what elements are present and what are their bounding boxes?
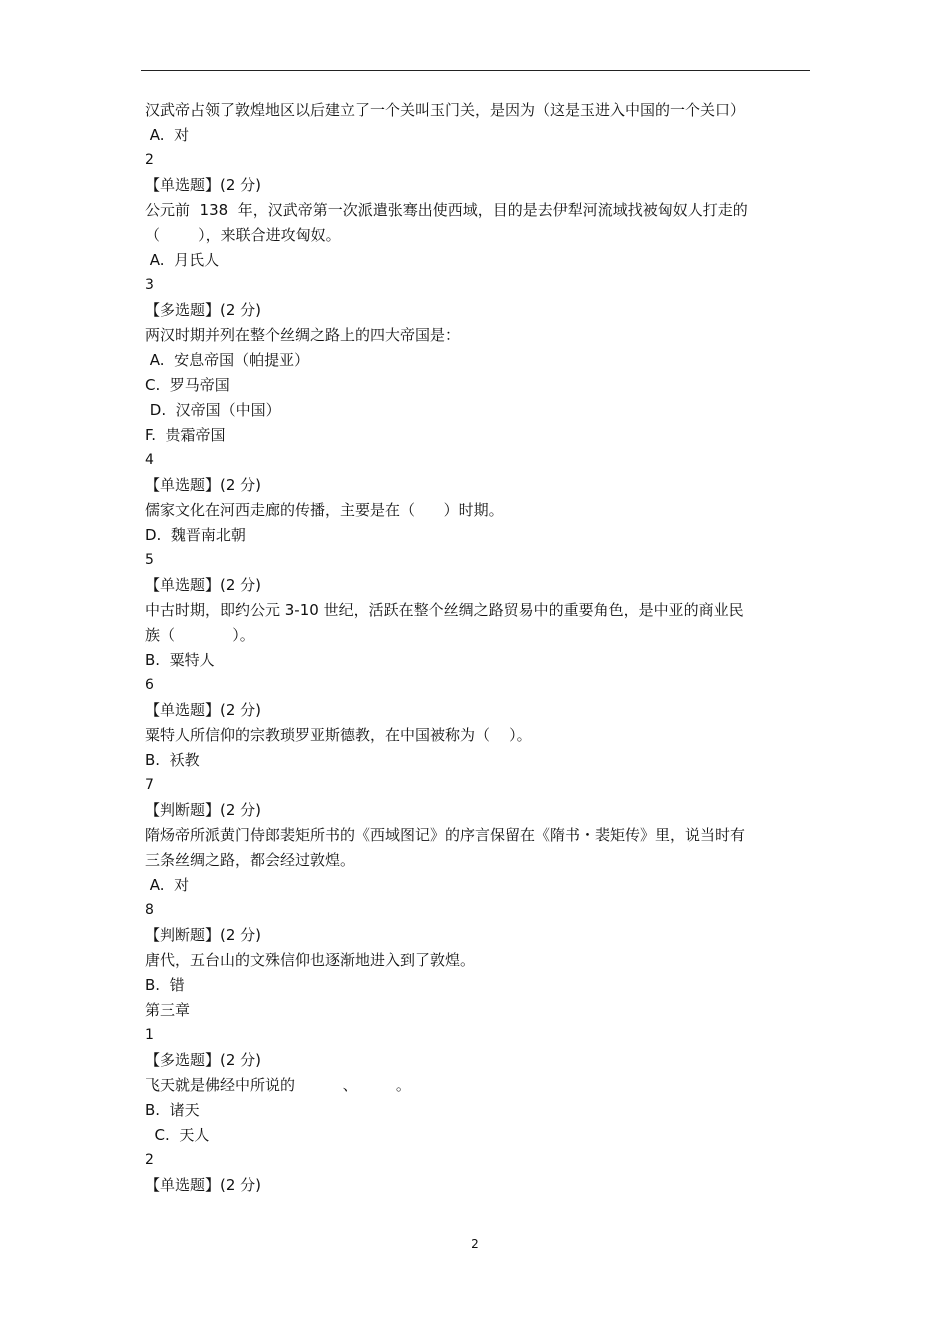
question-text: 隋炀帝所派黄门侍郎裴矩所书的《西域图记》的序言保留在《隋书・裴矩传》里，说当时有 [145,826,746,844]
question-type: 【判断题】(2 分) [145,801,262,819]
question-number: 3 [145,277,154,293]
question-type: 【单选题】(2 分) [145,576,262,594]
question-type: 【单选题】(2 分) [145,701,262,719]
question-type: 【多选题】(2 分) [145,301,262,319]
text-line: 汉武帝占领了敦煌地区以后建立了一个关叫玉门关，是因为（这是玉进入中国的一个关口） [145,101,746,119]
answer-line: A. 月氏人 [145,251,220,269]
question-type: 【单选题】(2 分) [145,1176,262,1194]
answer-line: F. 贵霜帝国 [145,426,226,444]
question-text: （ ），来联合进攻匈奴。 [145,226,341,244]
question-text: 族（ ）。 [145,626,255,644]
header-rule [141,70,810,71]
question-text: 飞天就是佛经中所说的 、 。 [145,1076,411,1094]
answer-line: C. 天人 [145,1126,210,1144]
chapter-heading: 第三章 [145,1001,191,1019]
question-text: 粟特人所信仰的宗教琐罗亚斯德教，在中国被称为（ ）。 [145,726,532,744]
question-text: 两汉时期并列在整个丝绸之路上的四大帝国是： [145,326,461,344]
question-number: 6 [145,677,154,693]
question-number: 7 [145,777,154,793]
answer-line: A. 安息帝国（帕提亚） [145,351,310,369]
answer-line: B. 粟特人 [145,651,215,669]
page-number: 2 [471,1237,479,1251]
question-number: 2 [145,1152,154,1168]
answer-line: B. 诸天 [145,1101,200,1119]
question-type: 【单选题】(2 分) [145,476,262,494]
question-number: 1 [145,1027,154,1043]
answer-line: A. 对 [145,126,190,144]
question-number: 2 [145,152,154,168]
answer-line: D. 汉帝国（中国） [145,401,281,419]
question-type: 【多选题】(2 分) [145,1051,262,1069]
question-type: 【单选题】(2 分) [145,176,262,194]
question-number: 4 [145,452,154,468]
answer-line: D. 魏晋南北朝 [145,526,246,544]
question-type: 【判断题】(2 分) [145,926,262,944]
question-text: 公元前 138 年，汉武帝第一次派遣张骞出使西域，目的是去伊犁河流域找被匈奴人打走的 [145,201,748,219]
answer-line: A. 对 [145,876,190,894]
question-number: 8 [145,902,154,918]
question-number: 5 [145,552,154,568]
question-text: 三条丝绸之路，都会经过敦煌。 [145,851,356,869]
answer-line: C. 罗马帝国 [145,376,230,394]
question-text: 儒家文化在河西走廊的传播，主要是在（ ）时期。 [145,501,504,519]
question-text: 中古时期，即约公元 3-10 世纪，活跃在整个丝绸之路贸易中的重要角色，是中亚的商业民 [145,601,744,619]
answer-line: B. 袄教 [145,751,200,769]
answer-line: B. 错 [145,976,185,994]
document-body [145,98,825,1198]
question-text: 唐代，五台山的文殊信仰也逐渐地进入到了敦煌。 [145,951,476,969]
